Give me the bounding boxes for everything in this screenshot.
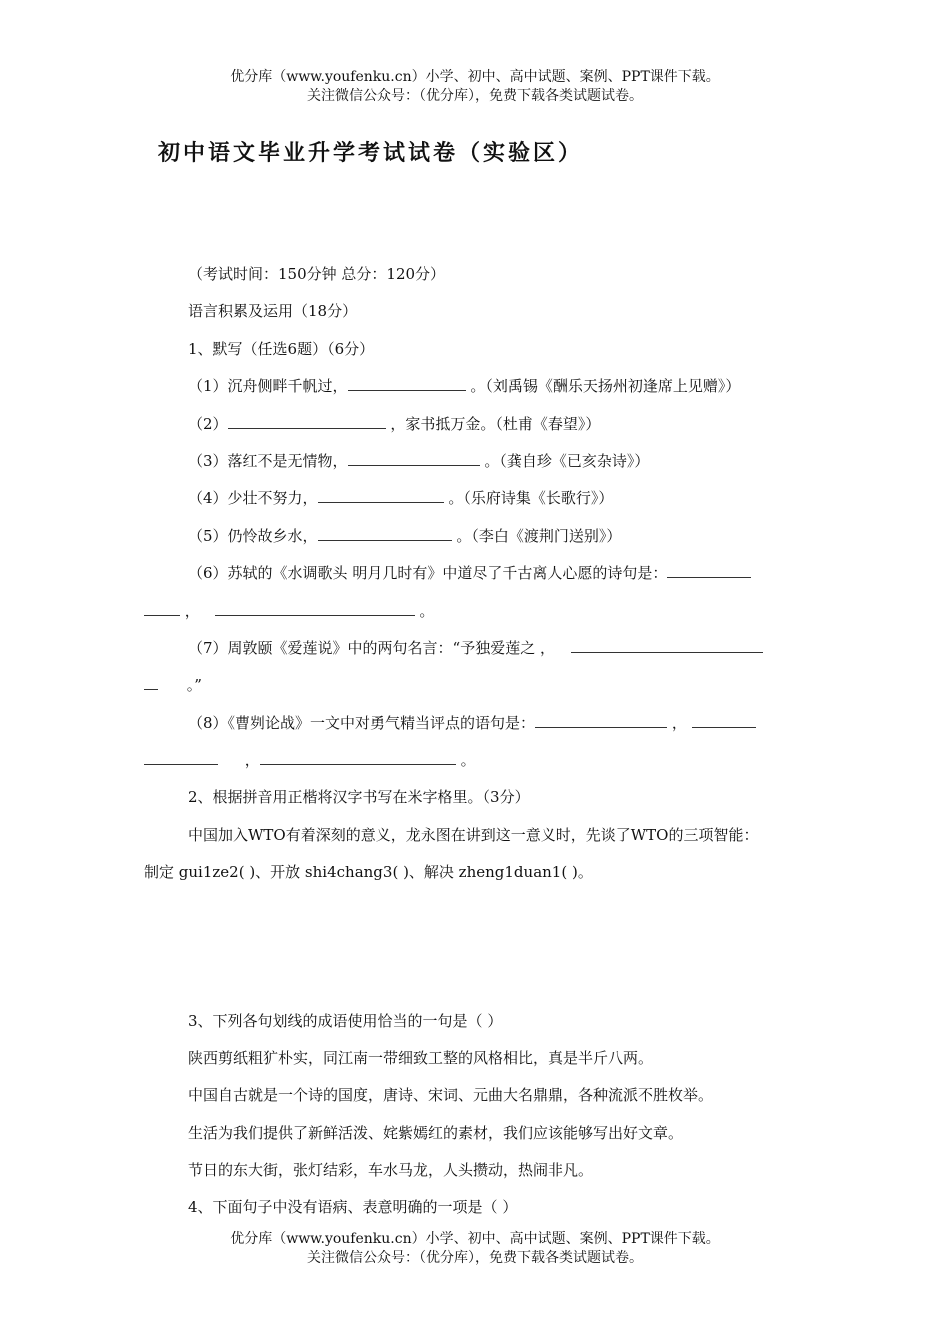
- question-1-item-7-cont: [144, 675, 202, 695]
- exam-title: 初中语文毕业升学考试试卷（实验区）: [158, 140, 584, 166]
- question-1-item-5: [188, 526, 621, 546]
- page-header-line1: 优分库（www.youfenku.cn）小学、初中、高中试题、案例、PPT课件下载。: [230, 69, 720, 85]
- end-mark: 。: [460, 751, 476, 769]
- item-text: （2）: [188, 415, 228, 433]
- question-1-item-3: [188, 451, 649, 471]
- question-3-option: 生活为我们提供了新鲜活泼、姹紫嫣红的素材，我们应该能够写出好文章。: [188, 1124, 684, 1142]
- answer-blank[interactable]: [318, 488, 444, 503]
- item-source: 。（刘禹锡《酬乐天扬州初逢席上见赠》）: [465, 377, 741, 395]
- end-mark: 。”: [186, 676, 202, 694]
- item-source: 。（乐府诗集《长歌行》）: [443, 489, 614, 507]
- answer-blank[interactable]: [260, 750, 456, 765]
- answer-blank[interactable]: [667, 563, 751, 578]
- question-1-item-8: [188, 713, 756, 733]
- question-1-item-4: [188, 488, 613, 508]
- question-2-text-cont: 制定 gui1ze2( )、开放 shi4chang3( )、解决 zheng1duan1( )。: [144, 863, 593, 881]
- question-3-option: 节日的东大街，张灯结彩，车水马龙，人头攒动，热闹非凡。: [188, 1161, 594, 1179]
- exam-info: （考试时间：150分钟 总分：120分）: [188, 265, 446, 283]
- item-text: （3）落红不是无情物，: [188, 452, 348, 470]
- answer-blank[interactable]: [215, 601, 415, 616]
- answer-blank[interactable]: [144, 750, 218, 765]
- answer-blank[interactable]: [318, 526, 452, 541]
- item-text: （1）沉舟侧畔千帆过，: [188, 377, 348, 395]
- item-text: （8）《曹刿论战》一文中对勇气精当评点的语句是：: [188, 714, 536, 732]
- separator: ，: [244, 751, 260, 769]
- separator: ，: [184, 602, 200, 620]
- question-3-heading: 3、下列各句划线的成语使用恰当的一句是（ ）: [188, 1012, 503, 1030]
- question-2-heading: 2、根据拼音用正楷将汉字书写在米字格里。（3分）: [188, 788, 530, 806]
- answer-blank[interactable]: [535, 713, 667, 728]
- separator: ，: [671, 714, 687, 732]
- answer-blank[interactable]: [692, 713, 756, 728]
- item-text: （4）少壮不努力，: [188, 489, 318, 507]
- question-3-option: 陕西剪纸粗犷朴实，同江南一带细致工整的风格相比，真是半斤八两。: [188, 1049, 654, 1067]
- section-heading: 语言积累及运用（18分）: [188, 302, 358, 320]
- question-1-item-8-cont: [144, 750, 476, 770]
- question-1-item-1: [188, 376, 740, 396]
- answer-blank[interactable]: [571, 638, 763, 653]
- question-1-item-6-cont: [144, 601, 434, 621]
- question-1-heading: 1、默写（任选6题）（6分）: [188, 340, 375, 358]
- answer-blank[interactable]: [348, 451, 480, 466]
- page-footer-line1: 优分库（www.youfenku.cn）小学、初中、高中试题、案例、PPT课件下载。: [230, 1231, 720, 1247]
- answer-blank[interactable]: [144, 601, 180, 616]
- question-4-heading: 4、下面句子中没有语病、表意明确的一项是（ ）: [188, 1198, 518, 1216]
- item-source: 。（李白《渡荆门送别》）: [451, 527, 622, 545]
- question-1-item-6: [188, 563, 751, 583]
- page-header-line2: 关注微信公众号：（优分库），免费下载各类试题试卷。: [307, 88, 643, 104]
- answer-blank[interactable]: [144, 675, 158, 690]
- item-text: （7）周敦颐《爱莲说》中的两句名言：“予独爱莲之 ，: [188, 639, 555, 657]
- question-3-option: 中国自古就是一个诗的国度，唐诗、宋词、元曲大名鼎鼎，各种流派不胜枚举。: [188, 1086, 714, 1104]
- item-text: （5）仍怜故乡水，: [188, 527, 318, 545]
- end-mark: 。: [419, 602, 435, 620]
- question-1-item-7: [188, 638, 763, 658]
- item-source: ，家书抵万金。（杜甫《春望》）: [385, 415, 601, 433]
- item-source: 。（龚自珍《已亥杂诗》）: [479, 452, 650, 470]
- question-2-text: 中国加入WTO有着深刻的意义，龙永图在讲到这一意义时，先谈了WTO的三项智能：: [188, 826, 759, 844]
- item-text: （6）苏轼的《水调歌头 明月几时有》中道尽了千古离人心愿的诗句是：: [188, 564, 668, 582]
- answer-blank[interactable]: [228, 414, 386, 429]
- question-1-item-2: [188, 414, 600, 434]
- page-footer-line2: 关注微信公众号：（优分库），免费下载各类试题试卷。: [307, 1250, 643, 1266]
- answer-blank[interactable]: [348, 376, 466, 391]
